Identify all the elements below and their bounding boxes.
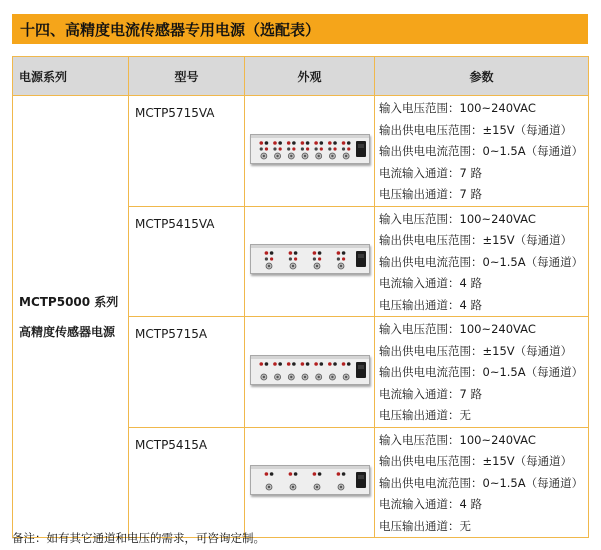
section-title-text: 十四、高精度电流传感器专用电源（选配表） — [20, 20, 321, 39]
param-input-voltage: 输入电压范围：100~240VAC — [379, 322, 536, 336]
param-current-channels: 电流输入通道：7 路 — [379, 165, 482, 180]
power-switch-icon — [356, 472, 366, 488]
params-cell — [375, 96, 589, 207]
table-row — [13, 96, 589, 207]
param-output-voltage: 输出供电电压范围：±15V（每通道） — [379, 233, 573, 247]
header-series: 电源系列 — [13, 57, 129, 96]
model-cell: MCTP5415A — [129, 427, 245, 538]
appearance-cell — [245, 427, 375, 538]
param-voltage-channels: 电压输出通道：7 路 — [379, 187, 482, 201]
param-input-voltage: 输入电压范围：100~240VAC — [379, 432, 536, 447]
param-input-voltage: 输入电压范围：100~240VAC — [379, 101, 536, 115]
series-name: MCTP5000 系列 — [19, 294, 119, 309]
appearance-cell — [245, 206, 375, 317]
power-switch-icon — [356, 251, 366, 267]
power-supply-image — [250, 465, 370, 495]
param-output-voltage: 输出供电电压范围：±15V（每通道） — [379, 454, 573, 468]
power-supply-image — [250, 355, 370, 385]
power-switch-icon — [356, 141, 366, 157]
param-output-voltage: 输出供电电压范围：±15V（每通道） — [379, 343, 573, 358]
params-cell — [375, 427, 589, 538]
power-supply-image — [250, 244, 370, 274]
header-appearance: 外观 — [245, 57, 375, 96]
model-cell: MCTP5715VA — [129, 96, 245, 207]
params-cell — [375, 206, 589, 317]
param-voltage-channels: 电压输出通道：无 — [379, 408, 471, 422]
table-header-row — [13, 57, 589, 96]
param-output-current: 输出供电电流范围：0~1.5A（每通道） — [379, 144, 584, 158]
params-cell — [375, 317, 589, 428]
param-output-current: 输出供电电流范围：0~1.5A（每通道） — [379, 365, 584, 379]
appearance-cell — [245, 96, 375, 207]
param-input-voltage: 输入电压范围：100~240VAC — [379, 211, 536, 226]
power-supply-image — [250, 134, 370, 164]
param-current-channels: 电流输入通道：4 路 — [379, 497, 482, 511]
series-desc: 高精度传感器电源 — [19, 324, 116, 339]
param-current-channels: 电流输入通道：4 路 — [379, 276, 482, 290]
section-title — [12, 14, 588, 44]
header-params: 参数 — [375, 57, 589, 96]
footnote: 备注：如有其它通道和电压的需求，可咨询定制。 — [12, 531, 265, 545]
param-voltage-channels: 电压输出通道：4 路 — [379, 297, 482, 312]
header-model: 型号 — [129, 57, 245, 96]
param-voltage-channels: 电压输出通道：无 — [379, 518, 471, 533]
param-current-channels: 电流输入通道：7 路 — [379, 386, 482, 401]
power-switch-icon — [356, 362, 366, 378]
model-cell: MCTP5715A — [129, 317, 245, 428]
appearance-cell — [245, 317, 375, 428]
param-output-current: 输出供电电流范围：0~1.5A（每通道） — [379, 254, 584, 269]
param-output-current: 输出供电电流范围：0~1.5A（每通道） — [379, 475, 584, 490]
param-output-voltage: 输出供电电压范围：±15V（每通道） — [379, 122, 573, 137]
power-supply-table — [12, 56, 589, 538]
model-cell: MCTP5415VA — [129, 206, 245, 317]
series-cell — [13, 96, 129, 538]
